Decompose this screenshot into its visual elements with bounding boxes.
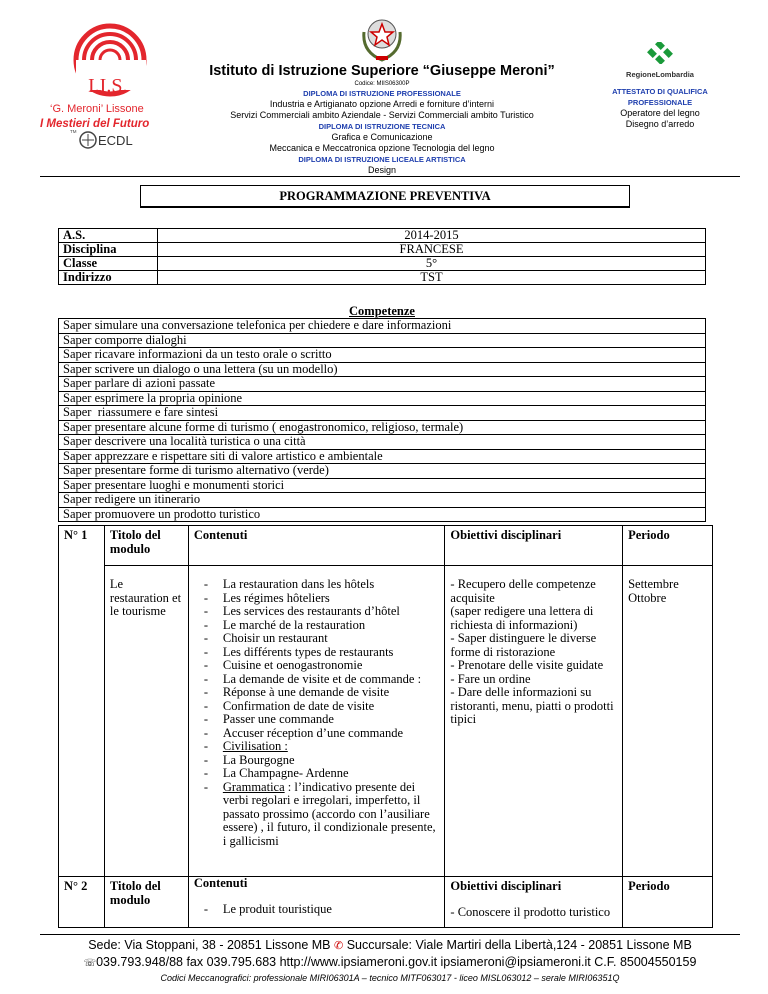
competenza-item: Saper promuovere un prodotto turistico [59, 507, 706, 522]
module-number: N° 2 [59, 877, 105, 928]
list-item: - Passer une commande [194, 713, 440, 727]
header-line: DIPLOMA DI ISTRUZIONE PROFESSIONALE [303, 89, 461, 98]
module-number-cell [59, 566, 105, 877]
table-row [59, 493, 706, 508]
list-item: - Accuser réception d’une commande [194, 727, 440, 741]
table-row [59, 507, 706, 522]
list-item: - Les différents types de restaurants [194, 646, 440, 660]
school-code: Codice: MIIS06300P [354, 81, 410, 87]
competenza-item: Saper ricavare informazioni da un testo orale o scritto [59, 348, 706, 363]
table-row [59, 333, 706, 348]
table-row [59, 257, 706, 271]
footer-divider [40, 934, 740, 935]
svg-text:I Mestieri del Futuro: I Mestieri del Futuro [40, 118, 150, 130]
col-header-objectives: Obiettivi disciplinari [445, 526, 623, 566]
footer-succursale: Succursale: Viale Martiri della Libertà,124 - 20851 Lissone MB [346, 938, 692, 952]
objective-line: - Fare un ordine [450, 671, 531, 686]
document-title: PROGRAMMAZIONE PREVENTIVA [140, 185, 630, 208]
module-contents [188, 566, 445, 877]
table-row [59, 229, 706, 243]
table-row [59, 362, 706, 377]
info-value: TST [158, 271, 706, 285]
period-line: Ottobre [628, 590, 667, 605]
list-item: - La restauration dans les hôtels [194, 578, 440, 592]
header-line: Grafica e Comunicazione [331, 132, 433, 142]
list-item: - Les services des restaurants d’hôtel [194, 605, 440, 619]
competenza-item: Saper presentare forme di turismo alternativo (verde) [59, 464, 706, 479]
objective-line: (saper redigere una lettera di richiesta di informazioni) [450, 604, 594, 632]
objective-line: - Prenotare delle visite guidate [450, 658, 604, 672]
module-objectives [445, 877, 623, 928]
modules-table [58, 525, 713, 928]
phone-icon: ☏ [83, 958, 97, 969]
list-item: - Le marché de la restauration [194, 619, 440, 633]
list-item: - Le produit touristique [194, 903, 440, 917]
phone-handset-icon: ✆ [334, 940, 344, 952]
qualifica-line: Operatore del legno [620, 108, 700, 118]
table-row [59, 271, 706, 285]
list-item: - Choisir un restaurant [194, 632, 440, 646]
list-item: - La Bourgogne [194, 754, 440, 768]
contents-header: Contenuti [193, 876, 248, 891]
module-number: N° 1 [59, 526, 105, 566]
header-line: DIPLOMA DI ISTRUZIONE TECNICA [318, 122, 446, 131]
table-row [59, 435, 706, 450]
list-item: - Civilisation : [194, 740, 440, 754]
module-contents [188, 877, 445, 928]
header-line: Design [367, 165, 396, 175]
qualifica-line: Disegno d’arredo [625, 119, 695, 129]
info-label: Classe [59, 257, 158, 271]
objective-line: - Saper distinguere le diverse forme di ristorazione [450, 631, 597, 659]
table-row [59, 464, 706, 479]
footer-sede: Sede: Via Stoppani, 38 - 20851 Lissone MB [88, 938, 331, 952]
list-item [194, 781, 440, 849]
competenza-item: Saper descrivere una località turistica o una città [59, 435, 706, 450]
competenza-item: Saper presentare luoghi e monumenti storici [59, 478, 706, 493]
info-label: Indirizzo [59, 271, 158, 285]
header-line: Meccanica e Meccatronica opzione Tecnologia del legno [269, 143, 495, 153]
svg-text:‘G. Meroni’ Lissone: ‘G. Meroni’ Lissone [50, 103, 144, 115]
competenza-item: Saper parlare di azioni passate [59, 377, 706, 392]
table-row [59, 478, 706, 493]
list-item: - Les régimes hôteliers [194, 592, 440, 606]
attestato-line: ATTESTATO DI QUALIFICA [612, 87, 708, 96]
period-header: Periodo [623, 877, 713, 928]
info-label: A.S. [59, 229, 158, 243]
region-logo-icon [590, 42, 730, 65]
module-objectives [445, 566, 623, 877]
info-table [58, 228, 706, 285]
school-logo [40, 20, 190, 170]
competenza-item: Saper esprimere la propria opinione [59, 391, 706, 406]
footer-contact-line [40, 954, 740, 972]
info-value: 2014-2015 [158, 229, 706, 243]
svg-text:ECDL: ECDL [98, 133, 133, 148]
competenza-item: Saper redigere un itinerario [59, 493, 706, 508]
objectives-header: Obiettivi disciplinari [450, 879, 562, 894]
header-line: DIPLOMA DI ISTRUZIONE LICEALE ARTISTICA [298, 155, 466, 164]
period-line: Settembre [628, 577, 679, 591]
school-name: Istituto di Istruzione Superiore “Giuseppe Meroni” [209, 63, 555, 79]
table-row [59, 406, 706, 421]
list-item: - Réponse à une demande de visite [194, 686, 440, 700]
table-row [59, 420, 706, 435]
list-item: - Cuisine et oenogastronomie [194, 659, 440, 673]
competenza-item: Saper apprezzare e rispettare siti di valore artistico e ambientale [59, 449, 706, 464]
footer [40, 937, 740, 985]
school-header [200, 62, 564, 176]
table-row [59, 377, 706, 392]
table-row [59, 566, 713, 877]
competenza-item: Saper simulare una conversazione telefonica per chiedere e dare informazioni [59, 319, 706, 334]
competenza-item: Saper presentare alcune forme di turismo ( enogastronomico, religioso, termale) [59, 420, 706, 435]
svg-text:TM: TM [70, 129, 77, 134]
objective-line: - Recupero delle competenze acquisite [450, 577, 596, 605]
grammatica-label: Grammatica [222, 779, 285, 794]
col-header-title: Titolo del modulo [104, 526, 188, 566]
svg-text:I.I.S.: I.I.S. [88, 75, 128, 97]
info-label: Disciplina [59, 243, 158, 257]
table-row [59, 391, 706, 406]
list-item: - La Champagne- Ardenne [194, 767, 440, 781]
table-header-row [59, 526, 713, 566]
module-period [623, 566, 713, 877]
info-value: 5° [158, 257, 706, 271]
table-row [59, 449, 706, 464]
competenze-table [58, 318, 706, 522]
header-divider [40, 176, 740, 177]
table-row [59, 243, 706, 257]
footer-contacts: 039.793.948/88 fax 039.795.683 http://www.ipsiameroni.gov.it ipsiameroni@ipsiameroni.it C.F. 85004550159 [96, 955, 697, 969]
info-value: FRANCESE [158, 243, 706, 257]
list-item: - Confirmation de date de visite [194, 700, 440, 714]
competenza-item: Saper riassumere e fare sintesi [59, 406, 706, 421]
region-name: RegioneLombardia [626, 70, 694, 79]
competenze-title: Competenze [349, 304, 415, 318]
grammatica-text: : l’indicativo presente dei verbi regolari e irregolari, imperfetto, il passato prossimo (accordo con l’ausiliare essere) , il futuro, il condizionale presente, i gallicismi [222, 779, 436, 848]
objective-line: - Conoscere il prodotto turistico [450, 904, 611, 919]
table-row [59, 348, 706, 363]
header-line: Industria e Artigianato opzione Arredi e forniture d’interni [269, 99, 495, 109]
footer-address-line [40, 937, 740, 954]
region-block [590, 42, 730, 130]
module-title-header: Titolo del modulo [104, 877, 188, 928]
module-title: Le restauration et le tourisme [104, 566, 188, 877]
header-line: Servizi Commerciali ambito Aziendale - Servizi Commerciali ambito Turistico [230, 110, 534, 120]
italian-emblem-icon [358, 12, 406, 64]
attestato-line: PROFESSIONALE [627, 98, 693, 107]
col-header-contents: Contenuti [188, 526, 445, 566]
footer-codes: Codici Meccanografici: professionale MIRI06301A – tecnico MITF063017 - liceo MISL063012 – serale MIRI06351Q [160, 973, 620, 983]
table-row [59, 877, 713, 928]
list-item: - La demande de visite et de commande : [194, 673, 440, 687]
competenza-item: Saper scrivere un dialogo o una lettera (su un modello) [59, 362, 706, 377]
col-header-period: Periodo [623, 526, 713, 566]
table-row [59, 319, 706, 334]
competenza-item: Saper comporre dialoghi [59, 333, 706, 348]
objective-line: - Dare delle informazioni su ristoranti, menu, piatti o prodotti tipici [450, 685, 614, 726]
